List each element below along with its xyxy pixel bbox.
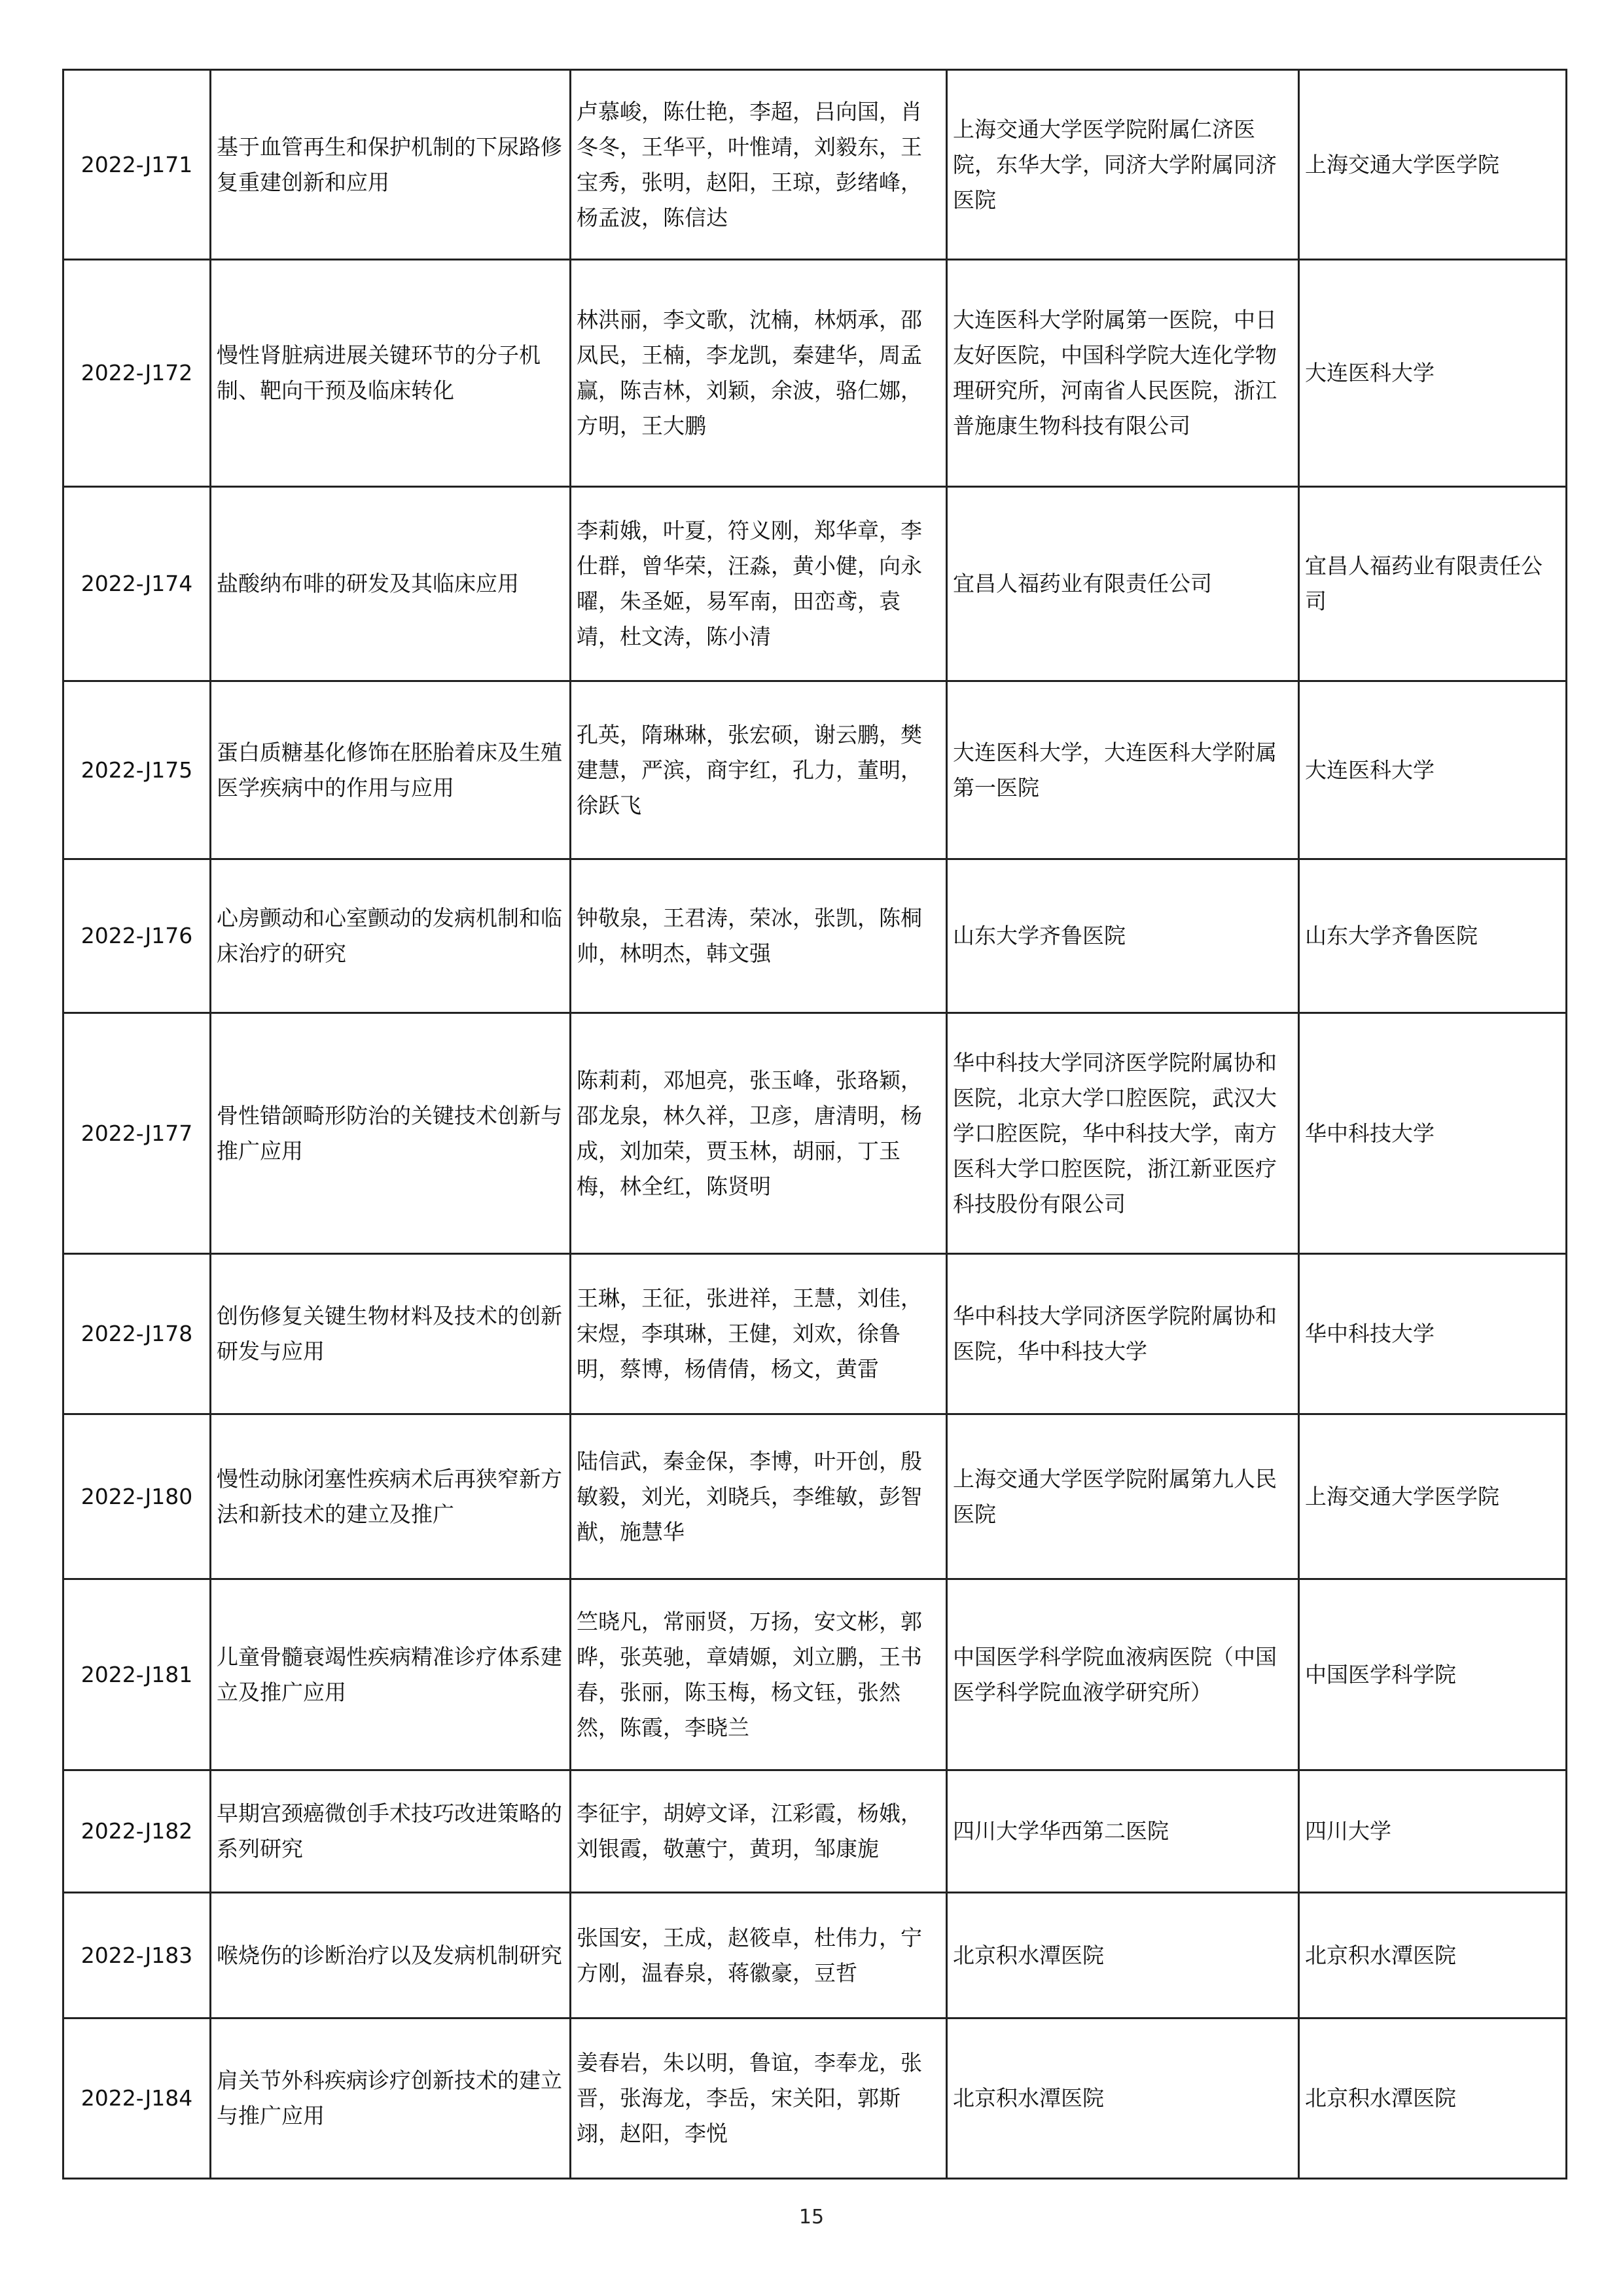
- project-id: 2022-J175: [63, 681, 211, 859]
- page-number: 15: [798, 2206, 825, 2229]
- project-id: 2022-J176: [63, 859, 211, 1013]
- nominating-unit: 上海交通大学医学院: [1299, 1414, 1567, 1579]
- project-title: 慢性肾脏病进展关键环节的分子机制、靶向干预及临床转化: [211, 260, 571, 487]
- project-title: 骨性错颌畸形防治的关键技术创新与推广应用: [211, 1013, 571, 1254]
- project-title: 盐酸纳布啡的研发及其临床应用: [211, 487, 571, 681]
- nominating-unit: 北京积水潭医院: [1299, 1893, 1567, 2018]
- completing-units: 华中科技大学同济医学院附属协和医院，华中科技大学: [947, 1254, 1299, 1414]
- completing-units: 大连医科大学附属第一医院，中日友好医院，中国科学院大连化学物理研究所，河南省人民医院，浙江普施康生物科技有限公司: [947, 260, 1299, 487]
- table-row: [63, 260, 1567, 487]
- project-authors: 王琳，王征，张进祥，王慧，刘佳，宋煜，李琪琳，王健，刘欢，徐鲁明，蔡博，杨倩倩，杨文，黄雷: [571, 1254, 947, 1414]
- nominating-unit: 宜昌人福药业有限责任公司: [1299, 487, 1567, 681]
- nominating-unit: 华中科技大学: [1299, 1254, 1567, 1414]
- completing-units: 上海交通大学医学院附属第九人民医院: [947, 1414, 1299, 1579]
- table-row: [63, 681, 1567, 859]
- project-title: 早期宫颈癌微创手术技巧改进策略的系列研究: [211, 1770, 571, 1893]
- project-title: 基于血管再生和保护机制的下尿路修复重建创新和应用: [211, 70, 571, 260]
- project-id: 2022-J182: [63, 1770, 211, 1893]
- table-row: [63, 1893, 1567, 2018]
- completing-units: 四川大学华西第二医院: [947, 1770, 1299, 1893]
- project-id: 2022-J177: [63, 1013, 211, 1254]
- project-title: 慢性动脉闭塞性疾病术后再狭窄新方法和新技术的建立及推广: [211, 1414, 571, 1579]
- project-id: 2022-J184: [63, 2018, 211, 2179]
- table-row: [63, 859, 1567, 1013]
- completing-units: 大连医科大学，大连医科大学附属第一医院: [947, 681, 1299, 859]
- nominating-unit: 大连医科大学: [1299, 260, 1567, 487]
- project-authors: 李征宇，胡婷文译，江彩霞，杨娥，刘银霞，敬蕙宁，黄玥，邹康旎: [571, 1770, 947, 1893]
- completing-units: 中国医学科学院血液病医院（中国医学科学院血液学研究所）: [947, 1579, 1299, 1770]
- project-authors: 陆信武，秦金保，李博，叶开创，殷敏毅，刘光，刘晓兵，李维敏，彭智猷，施慧华: [571, 1414, 947, 1579]
- nominating-unit: 华中科技大学: [1299, 1013, 1567, 1254]
- project-title: 蛋白质糖基化修饰在胚胎着床及生殖医学疾病中的作用与应用: [211, 681, 571, 859]
- table-row: [63, 1013, 1567, 1254]
- table-row: [63, 1579, 1567, 1770]
- project-authors: 竺晓凡，常丽贤，万扬，安文彬，郭晔，张英驰，章婧嫄，刘立鹏，王书春，张丽，陈玉梅，杨文钰，张然然，陈霞，李晓兰: [571, 1579, 947, 1770]
- table-row: [63, 1254, 1567, 1414]
- nominating-unit: 中国医学科学院: [1299, 1579, 1567, 1770]
- project-title: 心房颤动和心室颤动的发病机制和临床治疗的研究: [211, 859, 571, 1013]
- project-title: 儿童骨髓衰竭性疾病精准诊疗体系建立及推广应用: [211, 1579, 571, 1770]
- project-authors: 张国安，王成，赵筱卓，杜伟力，宁方刚，温春泉，蒋徽豪，豆哲: [571, 1893, 947, 2018]
- nominating-unit: 四川大学: [1299, 1770, 1567, 1893]
- table-row: [63, 1770, 1567, 1893]
- completing-units: 山东大学齐鲁医院: [947, 859, 1299, 1013]
- award-table: [62, 69, 1567, 2179]
- project-authors: 姜春岩，朱以明，鲁谊，李奉龙，张晋，张海龙，李岳，宋关阳，郭斯翊，赵阳，李悦: [571, 2018, 947, 2179]
- completing-units: 北京积水潭医院: [947, 2018, 1299, 2179]
- project-id: 2022-J180: [63, 1414, 211, 1579]
- project-authors: 孔英，隋琳琳，张宏硕，谢云鹏，樊建慧，严滨，商宇红，孔力，董明，徐跃飞: [571, 681, 947, 859]
- table-row: [63, 70, 1567, 260]
- project-id: 2022-J172: [63, 260, 211, 487]
- table-row: [63, 1414, 1567, 1579]
- completing-units: 上海交通大学医学院附属仁济医院，东华大学，同济大学附属同济医院: [947, 70, 1299, 260]
- project-authors: 卢慕峻，陈仕艳，李超，吕向国，肖冬冬，王华平，叶惟靖，刘毅东，王宝秀，张明，赵阳，王琼，彭绪峰，杨孟波，陈信达: [571, 70, 947, 260]
- nominating-unit: 北京积水潭医院: [1299, 2018, 1567, 2179]
- project-id: 2022-J181: [63, 1579, 211, 1770]
- table-row: [63, 2018, 1567, 2179]
- project-id: 2022-J178: [63, 1254, 211, 1414]
- project-id: 2022-J171: [63, 70, 211, 260]
- project-title: 喉烧伤的诊断治疗以及发病机制研究: [211, 1893, 571, 2018]
- project-id: 2022-J174: [63, 487, 211, 681]
- project-title: 肩关节外科疾病诊疗创新技术的建立与推广应用: [211, 2018, 571, 2179]
- nominating-unit: 大连医科大学: [1299, 681, 1567, 859]
- project-id: 2022-J183: [63, 1893, 211, 2018]
- table-row: [63, 487, 1567, 681]
- completing-units: 北京积水潭医院: [947, 1893, 1299, 2018]
- project-authors: 陈莉莉，邓旭亮，张玉峰，张珞颖，邵龙泉，林久祥，卫彦，唐清明，杨成，刘加荣，贾玉林，胡丽，丁玉梅，林全红，陈贤明: [571, 1013, 947, 1254]
- completing-units: 华中科技大学同济医学院附属协和医院，北京大学口腔医院，武汉大学口腔医院，华中科技大学，南方医科大学口腔医院，浙江新亚医疗科技股份有限公司: [947, 1013, 1299, 1254]
- project-authors: 钟敬泉，王君涛，荣冰，张凯，陈桐帅，林明杰，韩文强: [571, 859, 947, 1013]
- project-authors: 李莉娥，叶夏，符义刚，郑华章，李仕群，曾华荣，汪淼，黄小健，向永曜，朱圣姬，易军南，田峦鸢，袁靖，杜文涛，陈小清: [571, 487, 947, 681]
- project-authors: 林洪丽，李文歌，沈楠，林炳承，邵凤民，王楠，李龙凯，秦建华，周孟赢，陈吉林，刘颖，余波，骆仁娜，方明，王大鹏: [571, 260, 947, 487]
- nominating-unit: 山东大学齐鲁医院: [1299, 859, 1567, 1013]
- project-title: 创伤修复关键生物材料及技术的创新研发与应用: [211, 1254, 571, 1414]
- completing-units: 宜昌人福药业有限责任公司: [947, 487, 1299, 681]
- nominating-unit: 上海交通大学医学院: [1299, 70, 1567, 260]
